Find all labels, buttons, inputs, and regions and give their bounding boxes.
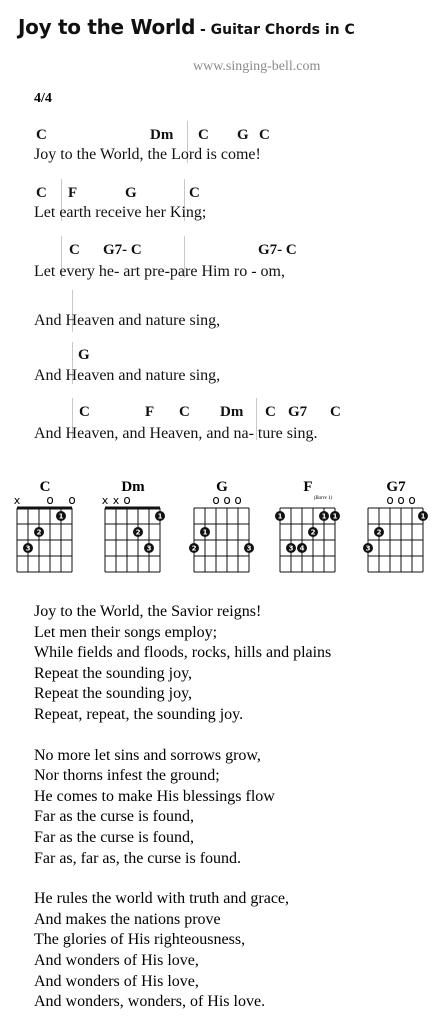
open-string-marker: o xyxy=(68,493,76,507)
chord-label: C xyxy=(330,404,341,420)
finger-dot xyxy=(286,543,296,553)
finger-dot xyxy=(244,543,254,553)
chord-diagram xyxy=(268,475,348,575)
open-string-marker: o xyxy=(397,493,405,507)
chord-label: F xyxy=(145,404,155,420)
chord-label: G7- C xyxy=(258,242,297,258)
finger-dot xyxy=(374,527,384,537)
finger-dot xyxy=(34,527,44,537)
verse-line: The glories of His righteousness, xyxy=(34,931,246,949)
chord-diagram xyxy=(93,475,173,575)
finger-dot xyxy=(275,511,285,521)
finger-dot xyxy=(56,511,66,521)
muted-string-marker: x xyxy=(101,494,109,507)
muted-string-marker: x xyxy=(13,494,21,507)
finger-dot xyxy=(363,543,373,553)
svg-text:2: 2 xyxy=(135,528,141,537)
page-title xyxy=(18,15,355,39)
svg-text:2: 2 xyxy=(376,528,382,537)
title-dash: - xyxy=(195,22,211,38)
lyric-line: Let earth receive her King; xyxy=(34,204,207,221)
time-signature: 4/4 xyxy=(34,91,52,106)
finger-dot xyxy=(200,527,210,537)
finger-dot xyxy=(189,543,199,553)
site-url: www.singing-bell.com xyxy=(193,59,321,74)
verse-block xyxy=(34,602,331,726)
song-title: Joy to the World xyxy=(18,15,196,39)
verse-line: Joy to the World, the Savior reigns! xyxy=(34,603,262,620)
finger-dot xyxy=(330,511,340,521)
svg-text:1: 1 xyxy=(277,512,283,521)
lyric-line: Let every he- art pre-pare Him ro - om, xyxy=(34,263,285,280)
chord-label: G xyxy=(78,347,90,363)
chord-name: G7 xyxy=(386,479,406,495)
finger-dot xyxy=(418,511,428,521)
verse-line: And wonders of His love, xyxy=(34,972,199,990)
verse-line: Far as, far as, the curse is found. xyxy=(34,849,242,867)
svg-text:3: 3 xyxy=(146,544,152,553)
finger-dot xyxy=(144,543,154,553)
chord-label: C xyxy=(179,404,190,420)
chord-label: C xyxy=(198,127,209,143)
song-subtitle: Guitar Chords in C xyxy=(210,22,355,38)
svg-text:2: 2 xyxy=(191,544,197,553)
chord-label: G xyxy=(125,185,137,201)
svg-text:2: 2 xyxy=(36,528,42,537)
verse-line: Nor thorns infest the ground; xyxy=(34,767,220,785)
svg-text:3: 3 xyxy=(365,544,371,553)
chord-label: C xyxy=(69,242,80,258)
open-string-marker: o xyxy=(408,493,416,507)
chord-label: C xyxy=(265,404,276,420)
finger-dot xyxy=(23,543,33,553)
svg-text:2: 2 xyxy=(310,528,316,537)
chord-name: F xyxy=(303,479,313,495)
chord-name: Dm xyxy=(121,479,145,495)
chord-label: Dm xyxy=(220,404,244,420)
open-string-marker: o xyxy=(386,493,394,507)
open-string-marker: o xyxy=(234,493,242,507)
open-string-marker: o xyxy=(123,493,131,507)
chord-label: G xyxy=(237,127,249,143)
verse-line: Let men their songs employ; xyxy=(34,623,218,641)
verse-line: He rules the world with truth and grace, xyxy=(34,890,290,908)
svg-text:3: 3 xyxy=(25,544,31,553)
chord-name: G xyxy=(216,479,228,495)
chord-name: C xyxy=(39,479,51,495)
chord-label: G7- C xyxy=(103,242,142,258)
finger-dot xyxy=(133,527,143,537)
finger-dot xyxy=(308,527,318,537)
svg-text:1: 1 xyxy=(321,512,327,521)
verse-block xyxy=(34,746,331,870)
finger-dot xyxy=(319,511,329,521)
chord-label: C xyxy=(36,185,47,201)
chord-label: C xyxy=(259,127,270,143)
verse-block xyxy=(34,889,331,1013)
svg-text:1: 1 xyxy=(202,528,208,537)
verse-line: While fields and floods, rocks, hills and plains xyxy=(34,644,332,662)
svg-text:3: 3 xyxy=(288,544,294,553)
svg-text:1: 1 xyxy=(157,512,163,521)
chord-label: C xyxy=(189,185,200,201)
finger-dot xyxy=(155,511,165,521)
muted-string-marker: x xyxy=(112,494,120,507)
chord-diagram xyxy=(356,475,436,575)
verse-line: He comes to make His blessings flow xyxy=(34,787,275,805)
verse-line: And makes the nations prove xyxy=(34,910,221,928)
svg-text:1: 1 xyxy=(58,512,64,521)
svg-text:4: 4 xyxy=(299,544,305,553)
verse-line: And wonders of His love, xyxy=(34,951,199,969)
verse-line: Repeat the sounding joy, xyxy=(34,664,193,682)
barre-note: (Barre 1) xyxy=(313,496,333,501)
chord-diagram xyxy=(182,475,262,575)
verse-line: Repeat the sounding joy, xyxy=(34,685,193,703)
open-string-marker: o xyxy=(46,493,54,507)
chord-label: F xyxy=(68,185,78,201)
open-string-marker: o xyxy=(223,493,231,507)
open-string-marker: o xyxy=(212,493,220,507)
chord-label: Dm xyxy=(150,127,174,143)
chord-label: C xyxy=(79,404,90,420)
verse-line: Far as the curse is found, xyxy=(34,808,194,826)
additional-verses xyxy=(34,602,331,1033)
verse-line: Far as the curse is found, xyxy=(34,828,194,846)
chord-label: G7 xyxy=(288,404,308,420)
chord-diagram xyxy=(5,475,85,575)
svg-text:1: 1 xyxy=(420,512,426,521)
finger-dot xyxy=(297,543,307,553)
verse-line: Repeat, repeat, the sounding joy. xyxy=(34,705,244,723)
lyric-line: And Heaven and nature sing, xyxy=(34,367,221,384)
svg-text:3: 3 xyxy=(246,544,252,553)
verse-line: And wonders, wonders, of His love. xyxy=(34,993,266,1011)
svg-text:1: 1 xyxy=(332,512,338,521)
lyric-line: And Heaven and nature sing, xyxy=(34,312,221,329)
verse-line: No more let sins and sorrows grow, xyxy=(34,746,261,764)
lyric-line: Joy to the World, the Lord is come! xyxy=(34,146,261,163)
lyric-line: And Heaven, and Heaven, and na- ture sing. xyxy=(34,425,318,442)
chord-label: C xyxy=(36,127,47,143)
